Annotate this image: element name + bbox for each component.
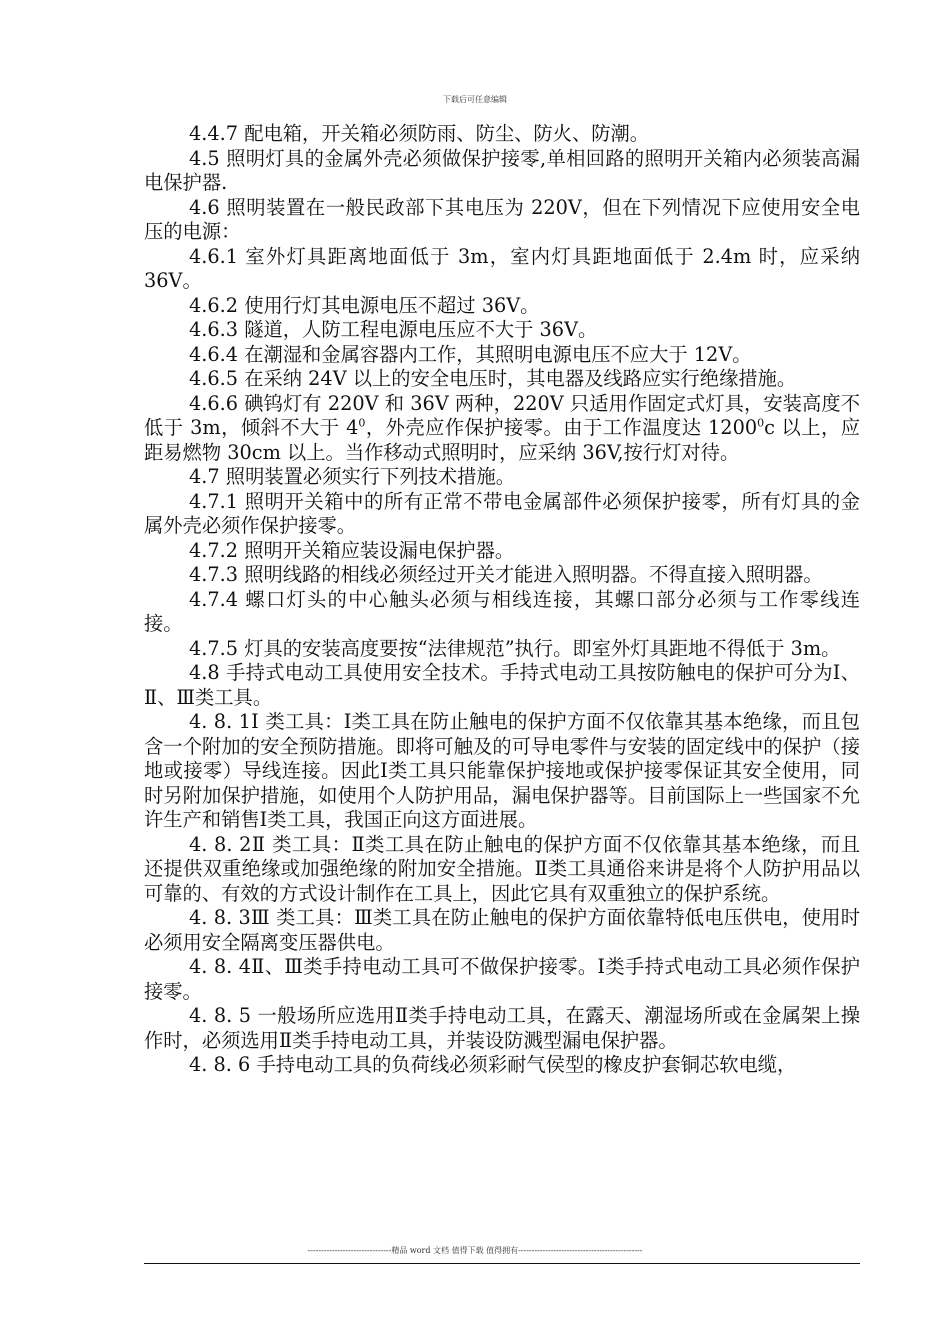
paragraph-4-4-7: 4.4.7 配电箱，开关箱必须防雨、防尘、防火、防潮。 — [189, 122, 650, 145]
paragraph-4-6-1: 4.6.1 室外灯具距离地面低于 3m，室内灯具距地面低于 2.4m 时，应采纳 36V。 — [144, 244, 860, 292]
paragraph-4-6-6 — [144, 392, 860, 466]
paragraph-4-7-1: 4.7.1 照明开关箱中的所有正常不带电金属部件必须保护接零，所有灯具的金属外壳必须作保护接零。 — [144, 489, 860, 537]
paragraph-4-6-6-part-c: c 以上，应距易燃物 30cm 以上。当作移动式照明时，应采纳 36V,按行灯对待。 — [144, 416, 861, 464]
paragraph-4-7-2: 4.7.2 照明开关箱应装设漏电保护器。 — [189, 538, 515, 562]
paragraph-4-6-3: 4.6.3 隧道，人防工程电源电压应不大于 36V。 — [189, 318, 598, 341]
paragraph-4-6: 4.6 照明装置在一般民政部下其电压为 220V，但在下列情况下应使用安全电压的电源： — [144, 195, 860, 243]
superscript-degree-2: 0 — [757, 416, 765, 430]
paragraph-4-8-6: 4. 8. 6 手持电动工具的负荷线必须彩耐气侯型的橡皮护套铜芯软电缆， — [189, 1053, 797, 1076]
paragraph-4-6-2: 4.6.2 使用行灯其电源电压不超过 36V。 — [189, 293, 540, 317]
paragraph-4-8: 4.8 手持式电动工具使用安全技术。手持式电动工具按防触电的保护可分为Ⅰ、Ⅱ、Ⅲ类工具。 — [144, 661, 860, 709]
paragraph-4-5: 4.5 照明灯具的金属外壳必须做保护接零,单相回路的照明开关箱内必须装高漏电保护器. — [144, 146, 860, 194]
paragraph-4-8-3: 4. 8. 3Ⅲ 类工具：Ⅲ类工具在防止触电的保护方面依靠特低电压供电，使用时必须用安全隔离变压器供电。 — [144, 906, 860, 954]
superscript-degree-1: 0 — [358, 416, 366, 430]
footer-divider — [144, 1263, 860, 1264]
document-body — [144, 122, 860, 1078]
paragraph-4-6-4: 4.6.4 在潮湿和金属容器内工作，其照明电源电压不应大于 12V。 — [189, 342, 752, 366]
page-footer: -------------------------------精品 word 文档 值得下载 值得拥有---------------------------------------------- — [307, 1246, 643, 1255]
page-header: 下载后可任意编辑 — [443, 95, 507, 104]
paragraph-4-6-6-part-a: 4.6.6 碘钨灯有 220V 和 36V 两种，220V 只适用作固定式灯具，安装高度不低于 3m，倾斜不大于 4 — [144, 391, 860, 439]
paragraph-4-8-4: 4. 8. 4Ⅱ、Ⅲ类手持电动工具可不做保护接零。Ⅰ类手持式电动工具必须作保护接零。 — [144, 955, 860, 1003]
paragraph-4-8-5: 4. 8. 5 一般场所应选用Ⅱ类手持电动工具，在露天、潮湿场所或在金属架上操作时，必须选用Ⅱ类手持电动工具，并装设防溅型漏电保护器。 — [144, 1004, 860, 1052]
paragraph-4-7: 4.7 照明装置必须实行下列技术措施。 — [189, 465, 516, 488]
paragraph-4-8-1: 4. 8. 1Ⅰ 类工具：Ⅰ类工具在防止触电的保护方面不仅依靠其基本绝缘，而且包含一个附加的安全预防措施。即将可触及的可导电零件与安装的固定线中的保护（接地或接零）导线连接。因此Ⅰ类工具只能靠保护接地或保护接零保证其安全使用，同时另附加保护措施，如使用个人防护用品，漏电保护器等。目前国际上一些国家不允许生产和销售Ⅰ类工具，我国正向这方面进展。 — [144, 710, 860, 831]
paragraph-4-7-4: 4.7.4 螺口灯头的中心触头必须与相线连接，其螺口部分必须与工作零线连接。 — [144, 587, 860, 635]
paragraph-4-6-6-part-b: ，外壳应作保护接零。由于工作温度达 1200 — [365, 416, 758, 439]
paragraph-4-6-5: 4.6.5 在采纳 24V 以上的安全电压时，其电器及线路应实行绝缘措施。 — [189, 367, 797, 390]
paragraph-4-8-2: 4. 8. 2Ⅱ 类工具：Ⅱ类工具在防止触电的保护方面不仅依靠其基本绝缘，而且还提供双重绝缘或加强绝缘的附加安全措施。Ⅱ类工具通俗来讲是将个人防护用品以可靠的、有效的方式设计制作在工具上，因此它具有双重独立的保护系统。 — [144, 832, 860, 905]
paragraph-4-7-3: 4.7.3 照明线路的相线必须经过开关才能进入照明器。不得直接入照明器。 — [189, 563, 823, 586]
paragraph-4-7-5: 4.7.5 灯具的安装高度要按“法律规范”执行。即室外灯具距地不得低于 3m。 — [189, 636, 841, 660]
